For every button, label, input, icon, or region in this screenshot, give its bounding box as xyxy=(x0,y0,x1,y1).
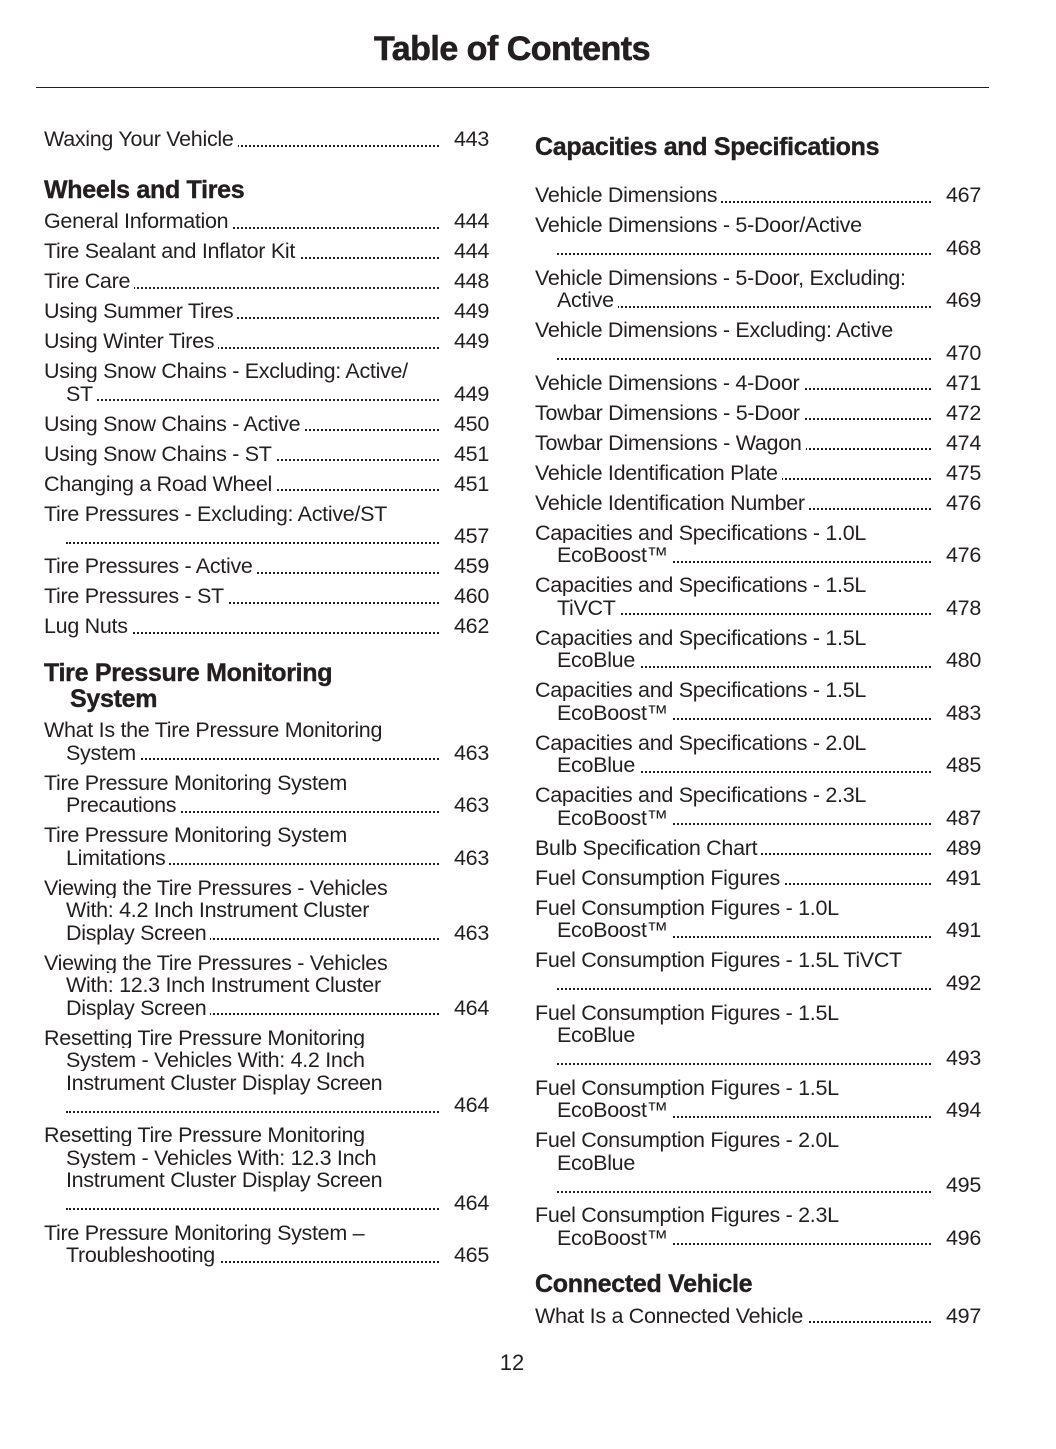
toc-entry-title: Tire Care xyxy=(44,269,134,293)
toc-entry-page: 491 xyxy=(946,918,981,942)
toc-entry[interactable] xyxy=(535,949,981,994)
section-heading: Capacities and Specifications xyxy=(535,133,880,161)
toc-entry[interactable] xyxy=(535,1002,981,1070)
toc-entry[interactable] xyxy=(44,1124,489,1214)
toc-entry-page: 463 xyxy=(454,793,489,817)
toc-right-column xyxy=(535,128,981,1327)
section-heading: Wheels and Tires xyxy=(44,175,245,204)
dot-leader xyxy=(557,253,931,255)
toc-entry-page: 468 xyxy=(946,235,981,260)
toc-entry-title: Tire Pressure Monitoring System Limitations xyxy=(44,823,347,870)
toc-entry-title: Fuel Consumption Figures xyxy=(535,866,784,890)
dot-leader xyxy=(66,1111,439,1113)
toc-entry[interactable] xyxy=(44,1222,489,1267)
toc-entry-title: Viewing the Tire Pressures - Vehicles With: 4.2 Inch Instrument Cluster Display Screen xyxy=(44,875,388,945)
toc-entry[interactable] xyxy=(44,824,489,869)
toc-entry-page: 493 xyxy=(946,1045,981,1070)
toc-entry[interactable] xyxy=(44,330,489,353)
toc-entry-title: Vehicle Identification Number xyxy=(535,491,809,515)
toc-entry-title: Capacities and Specifications - 1.0L EcoBoost™ xyxy=(535,520,867,567)
toc-entry-page: 449 xyxy=(454,299,489,323)
toc-entry-title: Using Snow Chains - ST xyxy=(44,442,276,466)
toc-entry[interactable] xyxy=(535,1077,981,1122)
toc-entry-title: Capacities and Specifications - 1.5L EcoBlue xyxy=(535,625,867,672)
toc-entry[interactable] xyxy=(535,784,981,829)
toc-entry-title: Bulb Specification Chart xyxy=(535,836,761,860)
dot-leader xyxy=(66,542,439,544)
toc-entry[interactable] xyxy=(535,679,981,724)
toc-entry[interactable] xyxy=(44,952,489,1020)
toc-entry[interactable] xyxy=(535,184,981,207)
toc-entry-title: Tire Sealant and Inflator Kit xyxy=(44,239,299,263)
toc-entry-title: Resetting Tire Pressure Monitoring System - Vehicles With: 4.2 Inch Instrument Cluster Display Screen xyxy=(44,1026,386,1095)
toc-entry-page: 462 xyxy=(454,614,489,638)
toc-entry-title: Resetting Tire Pressure Monitoring System - Vehicles With: 12.3 Inch Instrument Cluster Display Screen xyxy=(44,1123,386,1192)
toc-entry-page: 496 xyxy=(946,1225,981,1250)
toc-entry-page: 476 xyxy=(946,543,981,567)
toc-entry-title: Using Summer Tires xyxy=(44,299,237,323)
toc-entry[interactable] xyxy=(44,1027,489,1117)
toc-entry-title: Using Snow Chains - Excluding: Active/ ST xyxy=(44,359,408,406)
toc-entry-page: 464 xyxy=(454,1190,489,1215)
toc-entry[interactable] xyxy=(535,574,981,619)
toc-entry-page: 483 xyxy=(946,700,981,725)
toc-entry-title: Capacities and Specifications - 2.3L EcoBoost™ xyxy=(535,783,867,830)
toc-entry-title: Vehicle Dimensions - 5-Door/Active xyxy=(535,213,866,237)
title-divider xyxy=(36,87,989,88)
toc-entry-page: 463 xyxy=(454,740,489,765)
toc-entry-page: 476 xyxy=(946,490,981,515)
toc-entry[interactable] xyxy=(535,402,981,425)
toc-entry[interactable] xyxy=(535,837,981,860)
toc-entry-title: What Is the Tire Pressure Monitoring System xyxy=(44,718,383,765)
dot-leader xyxy=(557,988,931,990)
page-number: 12 xyxy=(499,1350,525,1375)
toc-entry[interactable] xyxy=(44,270,489,293)
toc-entry-page: 463 xyxy=(454,845,489,870)
toc-entry-title: Fuel Consumption Figures - 1.5L EcoBoost™ xyxy=(535,1075,839,1122)
dot-leader xyxy=(66,1208,439,1210)
toc-entry-page: 487 xyxy=(946,805,981,830)
page-title: Table of Contents xyxy=(373,30,651,68)
toc-entry-title: Vehicle Dimensions - Excluding: Active xyxy=(535,318,897,342)
toc-entry-title: Fuel Consumption Figures - 2.0L EcoBlue xyxy=(535,1128,839,1175)
toc-entry-title: Vehicle Dimensions - 4-Door xyxy=(535,371,803,395)
toc-entry[interactable] xyxy=(44,300,489,323)
toc-entry[interactable] xyxy=(535,897,981,942)
toc-entry-page: 451 xyxy=(454,441,489,466)
toc-entry-page: 444 xyxy=(454,239,489,263)
toc-entry[interactable] xyxy=(44,360,489,405)
toc-entry[interactable] xyxy=(535,214,981,259)
toc-entry[interactable] xyxy=(535,432,981,455)
toc-entry[interactable] xyxy=(44,772,489,817)
toc-entry-title: Vehicle Dimensions - 5-Door, Excluding: Active xyxy=(535,265,906,312)
toc-entry[interactable] xyxy=(44,719,489,764)
toc-left-column xyxy=(44,128,489,1267)
toc-entry-page: 471 xyxy=(946,370,981,395)
toc-entry[interactable] xyxy=(535,462,981,485)
toc-entry-page: 492 xyxy=(946,970,981,995)
toc-entry-page: 470 xyxy=(946,340,981,365)
toc-entry-title: Capacities and Specifications - 1.5L TiVCT xyxy=(535,573,867,620)
toc-entry-title: Tire Pressures - Active xyxy=(44,554,257,578)
toc-entry[interactable] xyxy=(44,877,489,945)
toc-entry[interactable] xyxy=(44,413,489,436)
toc-entry-page: 467 xyxy=(946,183,981,207)
toc-entry-page: 480 xyxy=(946,648,981,672)
toc-entry[interactable] xyxy=(44,503,489,548)
toc-entry-page: 465 xyxy=(454,1243,489,1267)
toc-entry-title: Tire Pressures - ST xyxy=(44,584,228,608)
toc-entry-page: 494 xyxy=(946,1098,981,1122)
toc-entry-page: 478 xyxy=(946,595,981,620)
toc-entry[interactable] xyxy=(535,1305,981,1328)
toc-entry-title: Viewing the Tire Pressures - Vehicles With: 12.3 Inch Instrument Cluster Display Screen xyxy=(44,950,388,1020)
toc-entry[interactable] xyxy=(44,555,489,578)
toc-entry-title: Lug Nuts xyxy=(44,614,132,638)
dot-leader xyxy=(557,1191,931,1193)
toc-entry-title: What Is a Connected Vehicle xyxy=(535,1304,807,1328)
toc-entry-page: 469 xyxy=(946,288,981,312)
toc-entry[interactable] xyxy=(535,492,981,515)
toc-entry-page: 459 xyxy=(454,554,489,578)
toc-entry-page: 489 xyxy=(946,835,981,860)
toc-entry-page: 463 xyxy=(454,920,489,945)
dot-leader xyxy=(557,1063,931,1065)
toc-entry-page: 464 xyxy=(454,995,489,1020)
toc-entry[interactable] xyxy=(44,443,489,466)
toc-entry-page: 450 xyxy=(454,411,489,436)
dot-leader xyxy=(557,358,931,360)
toc-entry[interactable] xyxy=(44,615,489,638)
toc-entry[interactable] xyxy=(535,1129,981,1197)
toc-entry-page: 472 xyxy=(946,400,981,425)
toc-entry-title: Fuel Consumption Figures - 1.0L EcoBoost™ xyxy=(535,895,839,942)
toc-entry-page: 474 xyxy=(946,430,981,455)
toc-entry-page: 449 xyxy=(454,381,489,406)
toc-entry-title: Tire Pressure Monitoring System – Troubleshooting xyxy=(44,1220,365,1267)
toc-entry-title: Vehicle Identification Plate xyxy=(535,461,782,485)
toc-entry-title: Fuel Consumption Figures - 1.5L TiVCT xyxy=(535,948,906,972)
toc-entry-page: 449 xyxy=(454,329,489,353)
toc-entry[interactable] xyxy=(44,585,489,608)
toc-entry-title: Waxing Your Vehicle xyxy=(44,127,238,151)
toc-entry-title: Fuel Consumption Figures - 1.5L EcoBlue xyxy=(535,1000,839,1047)
toc-entry-page: 451 xyxy=(454,471,489,496)
toc-entry-page: 443 xyxy=(454,127,489,151)
toc-entry[interactable] xyxy=(535,867,981,890)
toc-entry-title: Using Snow Chains - Active xyxy=(44,412,304,436)
toc-entry-page: 495 xyxy=(946,1173,981,1197)
toc-entry-page: 491 xyxy=(946,865,981,890)
toc-entry-title: Vehicle Dimensions xyxy=(535,183,721,207)
toc-entry[interactable] xyxy=(535,732,981,777)
toc-entry-title: Towbar Dimensions - Wagon xyxy=(535,431,806,455)
toc-entry[interactable] xyxy=(44,473,489,496)
toc-entry-title: Towbar Dimensions - 5-Door xyxy=(535,401,804,425)
toc-entry-page: 460 xyxy=(454,584,489,608)
toc-entry[interactable] xyxy=(535,267,981,312)
toc-entry-title: Using Winter Tires xyxy=(44,329,218,353)
section-heading: Connected Vehicle xyxy=(535,1270,753,1298)
toc-entry[interactable] xyxy=(535,1204,981,1249)
toc-entry-page: 497 xyxy=(946,1303,981,1328)
toc-entry-title: Tire Pressures - Excluding: Active/ST xyxy=(44,502,391,526)
toc-entry[interactable] xyxy=(535,522,981,567)
toc-entry-page: 457 xyxy=(454,524,489,548)
dot-leader xyxy=(66,399,439,401)
toc-entry-title: Tire Pressure Monitoring System Precautions xyxy=(44,770,347,817)
toc-entry-page: 464 xyxy=(454,1093,489,1117)
toc-entry-title: Capacities and Specifications - 2.0L EcoBlue xyxy=(535,730,867,777)
toc-entry-title: General Information xyxy=(44,209,232,233)
toc-entry[interactable] xyxy=(535,627,981,672)
toc-entry-title: Fuel Consumption Figures - 2.3L EcoBoost™ xyxy=(535,1203,839,1250)
toc-entry-page: 485 xyxy=(946,753,981,777)
toc-entry[interactable] xyxy=(535,372,981,395)
toc-entry-page: 444 xyxy=(454,209,489,233)
toc-entry-page: 448 xyxy=(454,269,489,293)
section-heading: Tire Pressure Monitoring System xyxy=(44,658,333,713)
toc-entry-title: Changing a Road Wheel xyxy=(44,472,276,496)
toc-entry[interactable] xyxy=(44,240,489,263)
toc-entry[interactable] xyxy=(44,210,489,233)
toc-entry[interactable] xyxy=(44,128,489,151)
toc-entry-page: 475 xyxy=(946,460,981,485)
toc-entry[interactable] xyxy=(535,319,981,364)
toc-entry-title: Capacities and Specifications - 1.5L EcoBoost™ xyxy=(535,678,867,725)
